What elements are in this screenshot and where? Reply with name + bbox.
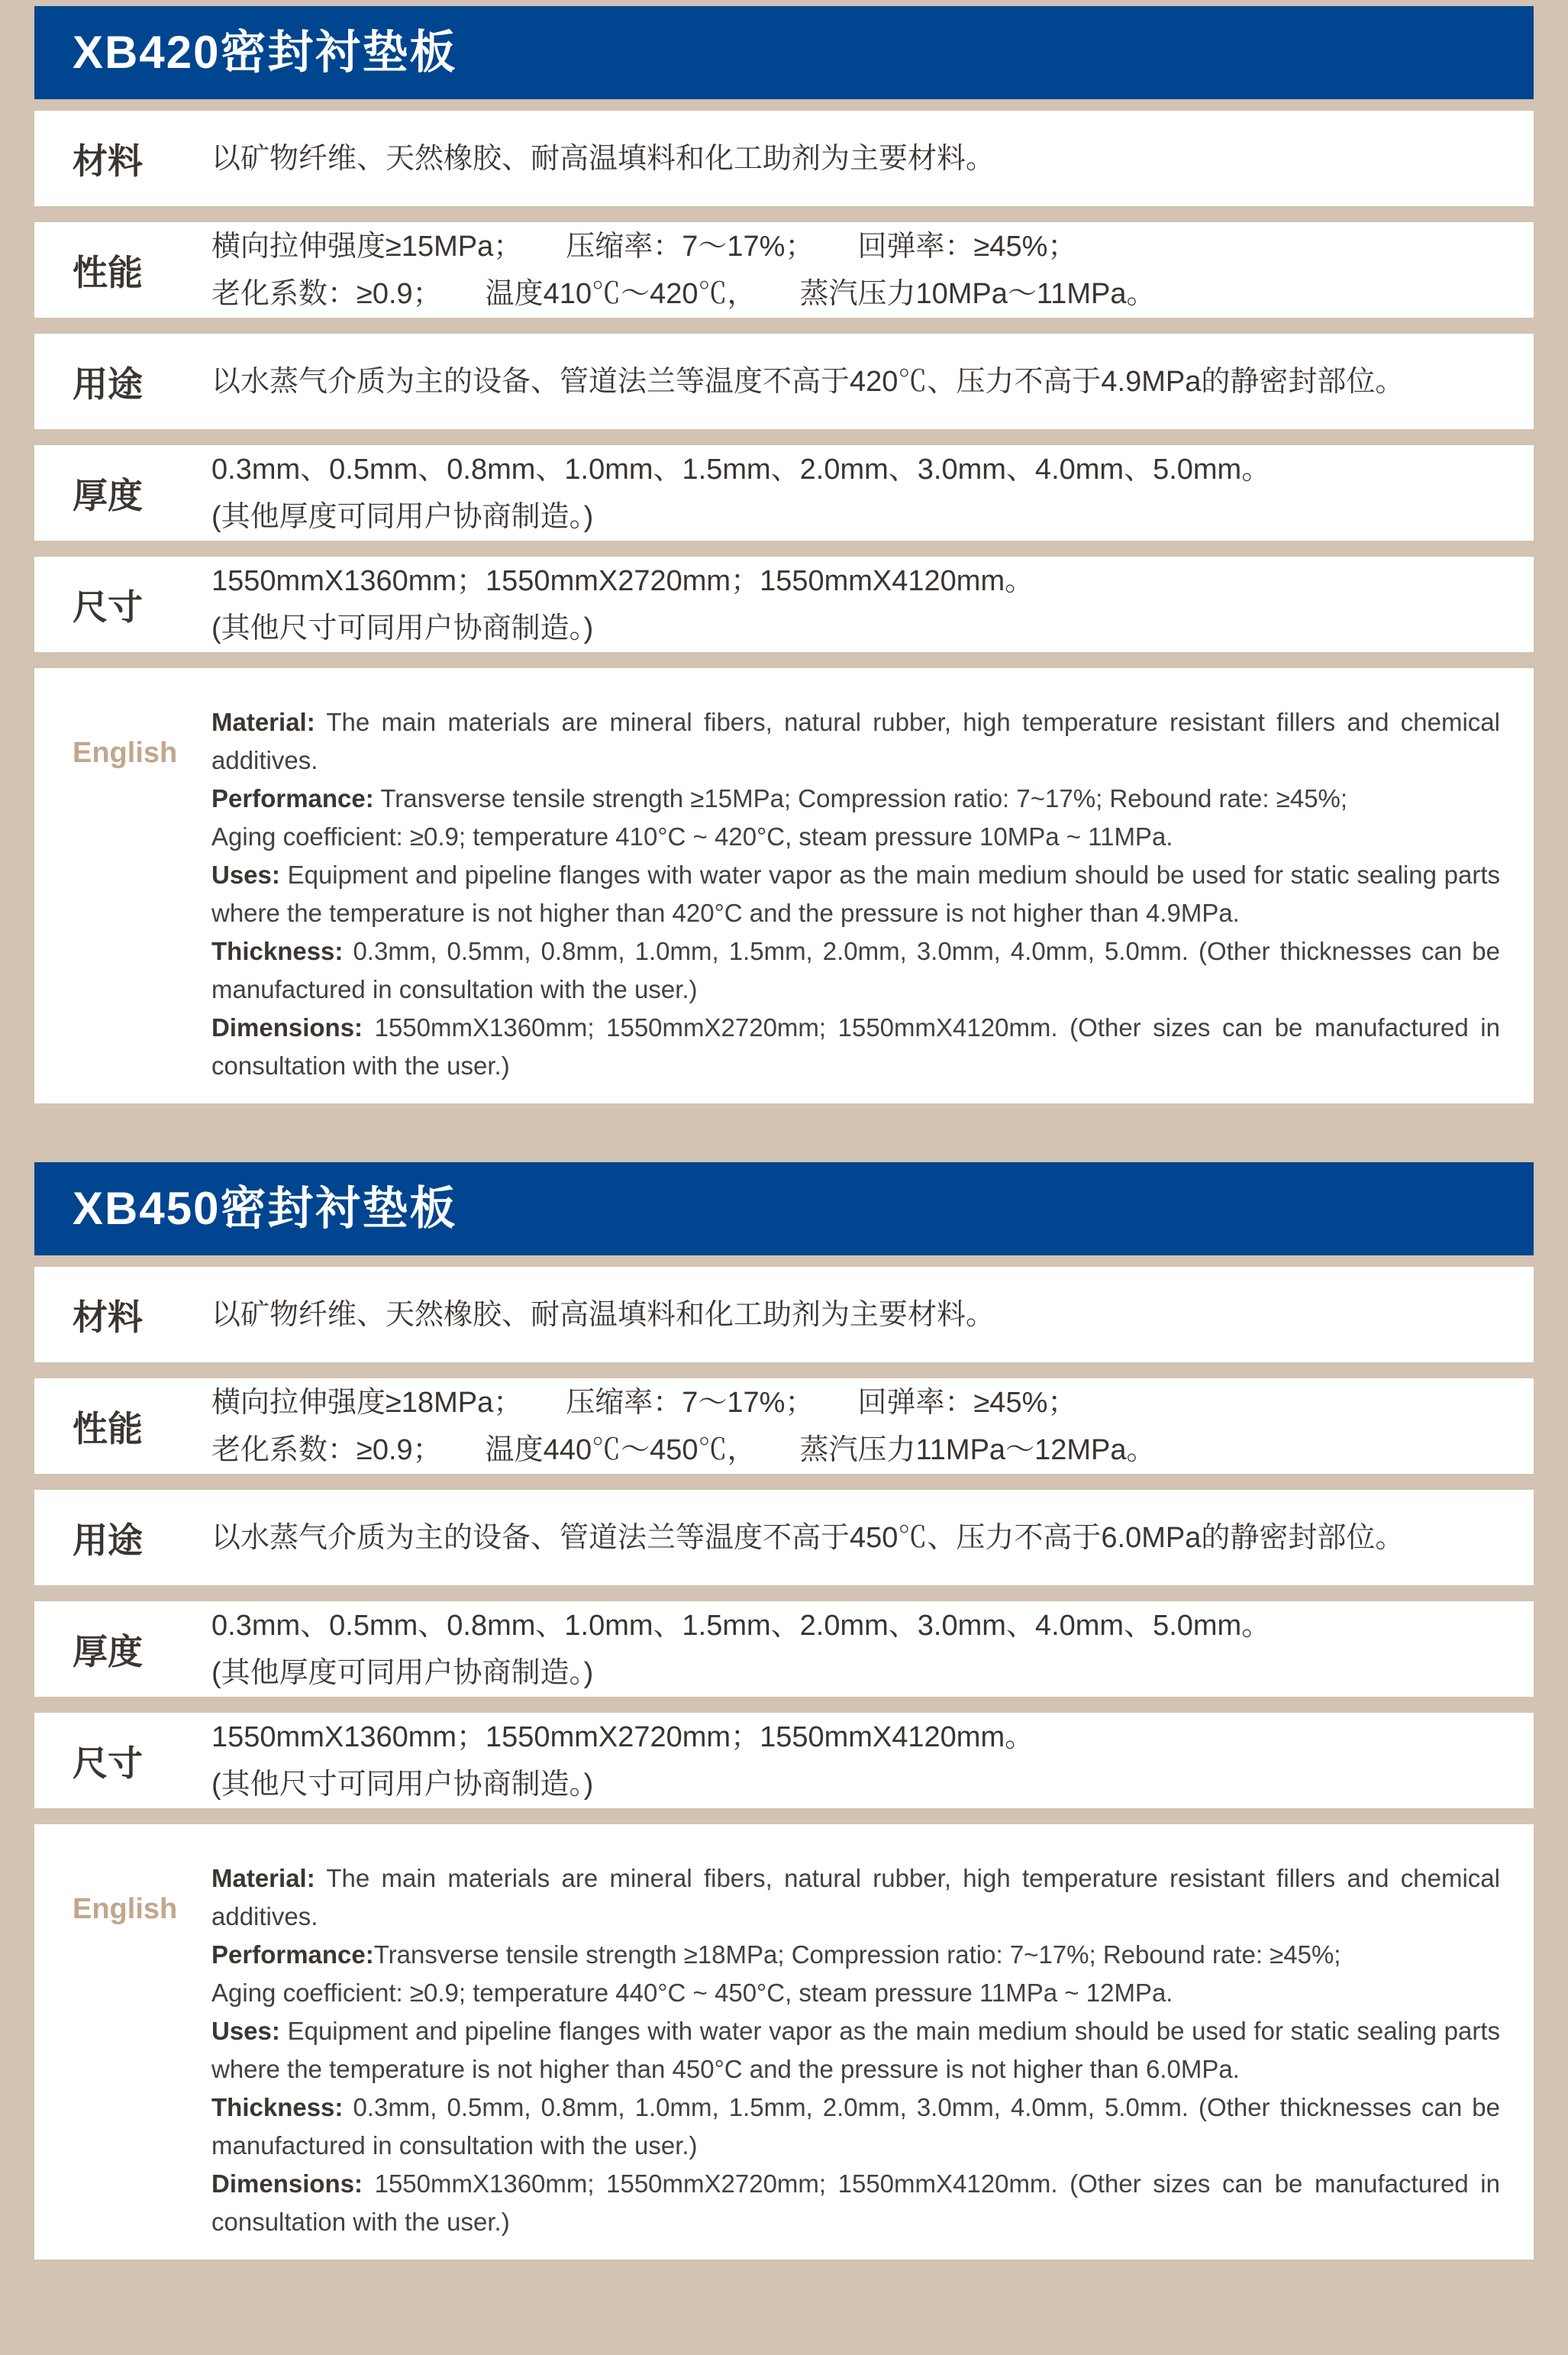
english-text <box>211 1859 1500 2241</box>
spec-row-thickness <box>34 445 1534 541</box>
english-block <box>34 668 1534 1103</box>
value-line: (其他尺寸可同用户协商制造。) <box>211 612 594 644</box>
english-block <box>34 1824 1534 2260</box>
english-paragraph-aging: Aging coefficient: ≥0.9; temperature 440°C ~ 450°C, steam pressure 11MPa ~ 12MPa. <box>211 1979 1173 2007</box>
value-line: 0.3mm、0.5mm、0.8mm、1.0mm、1.5mm、2.0mm、3.0mm、4.0mm、5.0mm。 <box>211 453 1271 486</box>
row-value <box>211 446 1500 541</box>
spec-row-material <box>34 1267 1534 1362</box>
spec-row-performance <box>34 222 1534 318</box>
spec-row-thickness <box>34 1601 1534 1697</box>
row-label: 厚度 <box>73 1631 143 1672</box>
row-value <box>211 1291 1500 1339</box>
section-title: XB450密封衬垫板 <box>73 1183 457 1234</box>
english-paragraph-performance: Performance: Transverse tensile strength ≥15MPa; Compression ratio: 7~17%; Rebound rate: ≥45%; <box>211 784 1348 812</box>
row-value <box>211 1602 1500 1697</box>
english-paragraph-thickness: Thickness: 0.3mm, 0.5mm, 0.8mm, 1.0mm, 1.5mm, 2.0mm, 3.0mm, 4.0mm, 5.0mm. (Other thicknesses can be manufactured in consultation with the user.) <box>211 2093 1500 2160</box>
row-value <box>211 358 1500 405</box>
spec-row-uses <box>34 334 1534 429</box>
section-header <box>34 6 1534 99</box>
row-label: 厚度 <box>73 475 143 515</box>
value-line: 老化系数：≥0.9； 温度410℃～420℃， 蒸汽压力10MPa～11MPa。 <box>211 277 1156 310</box>
value-line: (其他厚度可同用户协商制造。) <box>211 1656 594 1689</box>
value-line: 0.3mm、0.5mm、0.8mm、1.0mm、1.5mm、2.0mm、3.0mm、4.0mm、5.0mm。 <box>211 1609 1271 1642</box>
spec-row-performance <box>34 1378 1534 1474</box>
english-paragraph-uses: Uses: Equipment and pipeline flanges with water vapor as the main medium should be used for static sealing parts where the temperature is not higher than 420°C and the pressure is not higher than 4.9MPa. <box>211 861 1500 927</box>
english-paragraph-thickness: Thickness: 0.3mm, 0.5mm, 0.8mm, 1.0mm, 1.5mm, 2.0mm, 3.0mm, 4.0mm, 5.0mm. (Other thicknesses can be manufactured in consultation with the user.) <box>211 937 1500 1003</box>
spec-row-uses <box>34 1490 1534 1585</box>
english-paragraph-performance: Performance:Transverse tensile strength ≥18MPa; Compression ratio: 7~17%; Rebound rate: ≥45%; <box>211 1940 1341 1969</box>
english-paragraph-uses: Uses: Equipment and pipeline flanges with water vapor as the main medium should be used for static sealing parts where the temperature is not higher than 450°C and the pressure is not higher than 6.0MPa. <box>211 2017 1500 2083</box>
row-label: 材料 <box>73 141 143 181</box>
section-header <box>34 1162 1534 1255</box>
value-line: 横向拉伸强度≥15MPa； 压缩率：7～17%； 回弹率：≥45%； <box>211 230 1077 263</box>
spec-row-dimensions <box>34 557 1534 652</box>
row-value <box>211 557 1500 652</box>
english-paragraph-dimensions: Dimensions: 1550mmX1360mm; 1550mmX2720mm; 1550mmX4120mm. (Other sizes can be manufactured in consultation with the user.) <box>211 1013 1500 1080</box>
row-value <box>211 223 1500 318</box>
english-paragraph-material: Material: The main materials are mineral fibers, natural rubber, high temperature resistant fillers and chemical additives. <box>211 708 1500 774</box>
row-label: 尺寸 <box>73 586 143 627</box>
value-line: 1550mmX1360mm；1550mmX2720mm；1550mmX4120mm。 <box>211 1720 1034 1753</box>
row-label: 性能 <box>73 252 143 292</box>
section-title: XB420密封衬垫板 <box>73 27 457 78</box>
value-line: 1550mmX1360mm；1550mmX2720mm；1550mmX4120mm。 <box>211 564 1034 597</box>
english-text <box>211 703 1500 1085</box>
row-label: 材料 <box>73 1297 143 1337</box>
row-label: 尺寸 <box>73 1743 143 1783</box>
value-line: 以矿物纤维、天然橡胶、耐高温填料和化工助剂为主要材料。 <box>211 142 995 175</box>
english-paragraph-aging: Aging coefficient: ≥0.9; temperature 410°C ~ 420°C, steam pressure 10MPa ~ 11MPa. <box>211 822 1173 851</box>
row-value <box>211 1714 1500 1808</box>
value-line: 横向拉伸强度≥18MPa； 压缩率：7～17%； 回弹率：≥45%； <box>211 1386 1077 1419</box>
value-line: 老化系数：≥0.9； 温度440℃～450℃， 蒸汽压力11MPa～12MPa。 <box>211 1433 1156 1466</box>
value-line: 以水蒸气介质为主的设备、管道法兰等温度不高于420℃、压力不高于4.9MPa的静密封部位。 <box>211 365 1405 398</box>
row-value <box>211 135 1500 183</box>
row-value <box>211 1514 1500 1562</box>
english-label: English <box>73 1893 178 1925</box>
value-line: 以水蒸气介质为主的设备、管道法兰等温度不高于450℃、压力不高于6.0MPa的静密封部位。 <box>211 1521 1405 1554</box>
value-line: (其他尺寸可同用户协商制造。) <box>211 1768 594 1801</box>
spec-row-material <box>34 111 1534 206</box>
spec-row-dimensions <box>34 1713 1534 1808</box>
product-section-xb450 <box>34 1162 1534 2260</box>
row-label: 性能 <box>73 1408 143 1449</box>
row-label: 用途 <box>73 1520 143 1560</box>
product-section-xb420 <box>34 6 1534 1103</box>
row-value <box>211 1379 1500 1474</box>
value-line: 以矿物纤维、天然橡胶、耐高温填料和化工助剂为主要材料。 <box>211 1298 995 1331</box>
value-line: (其他厚度可同用户协商制造。) <box>211 500 594 533</box>
english-paragraph-material: Material: The main materials are mineral fibers, natural rubber, high temperature resistant fillers and chemical additives. <box>211 1864 1500 1930</box>
english-paragraph-dimensions: Dimensions: 1550mmX1360mm; 1550mmX2720mm; 1550mmX4120mm. (Other sizes can be manufactured in consultation with the user.) <box>211 2169 1500 2236</box>
english-label: English <box>73 737 178 769</box>
row-label: 用途 <box>73 363 143 404</box>
